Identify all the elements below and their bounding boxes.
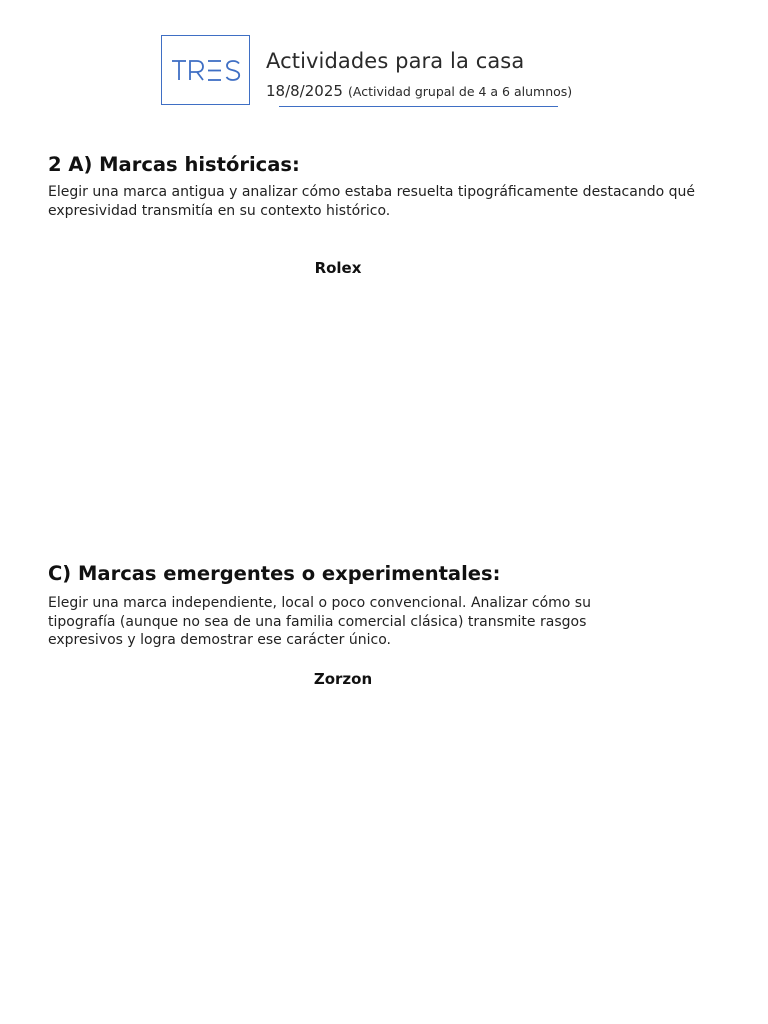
page-subtitle xyxy=(266,81,572,100)
tres-logo xyxy=(161,35,250,105)
section-description-marcas-historicas: Elegir una marca antigua y analizar cómo estaba resuelta tipográficamente destacando qué expresividad transmitía en su contexto histórico. xyxy=(48,184,695,219)
tres-logo-mark xyxy=(171,58,241,82)
brand-name-zorzon: Zorzon xyxy=(313,670,373,688)
section-title-marcas-historicas: 2 A) Marcas históricas: xyxy=(48,153,300,176)
section-title-marcas-emergentes: C) Marcas emergentes o experimentales: xyxy=(48,562,501,585)
activity-note: (Actividad grupal de 4 a 6 alumnos) xyxy=(348,84,573,99)
header-divider xyxy=(279,106,558,107)
section-description-marcas-emergentes: Elegir una marca independiente, local o poco convencional. Analizar cómo su tipografía (aunque no sea de una familia comercial clásica) transmite rasgos expresivos y logra demostrar ese carácter único. xyxy=(48,595,591,648)
document-header xyxy=(161,35,621,110)
activity-date: 18/8/2025 xyxy=(266,82,343,100)
brand-name-rolex: Rolex xyxy=(314,259,362,277)
page-title: Actividades para la casa xyxy=(266,49,525,73)
